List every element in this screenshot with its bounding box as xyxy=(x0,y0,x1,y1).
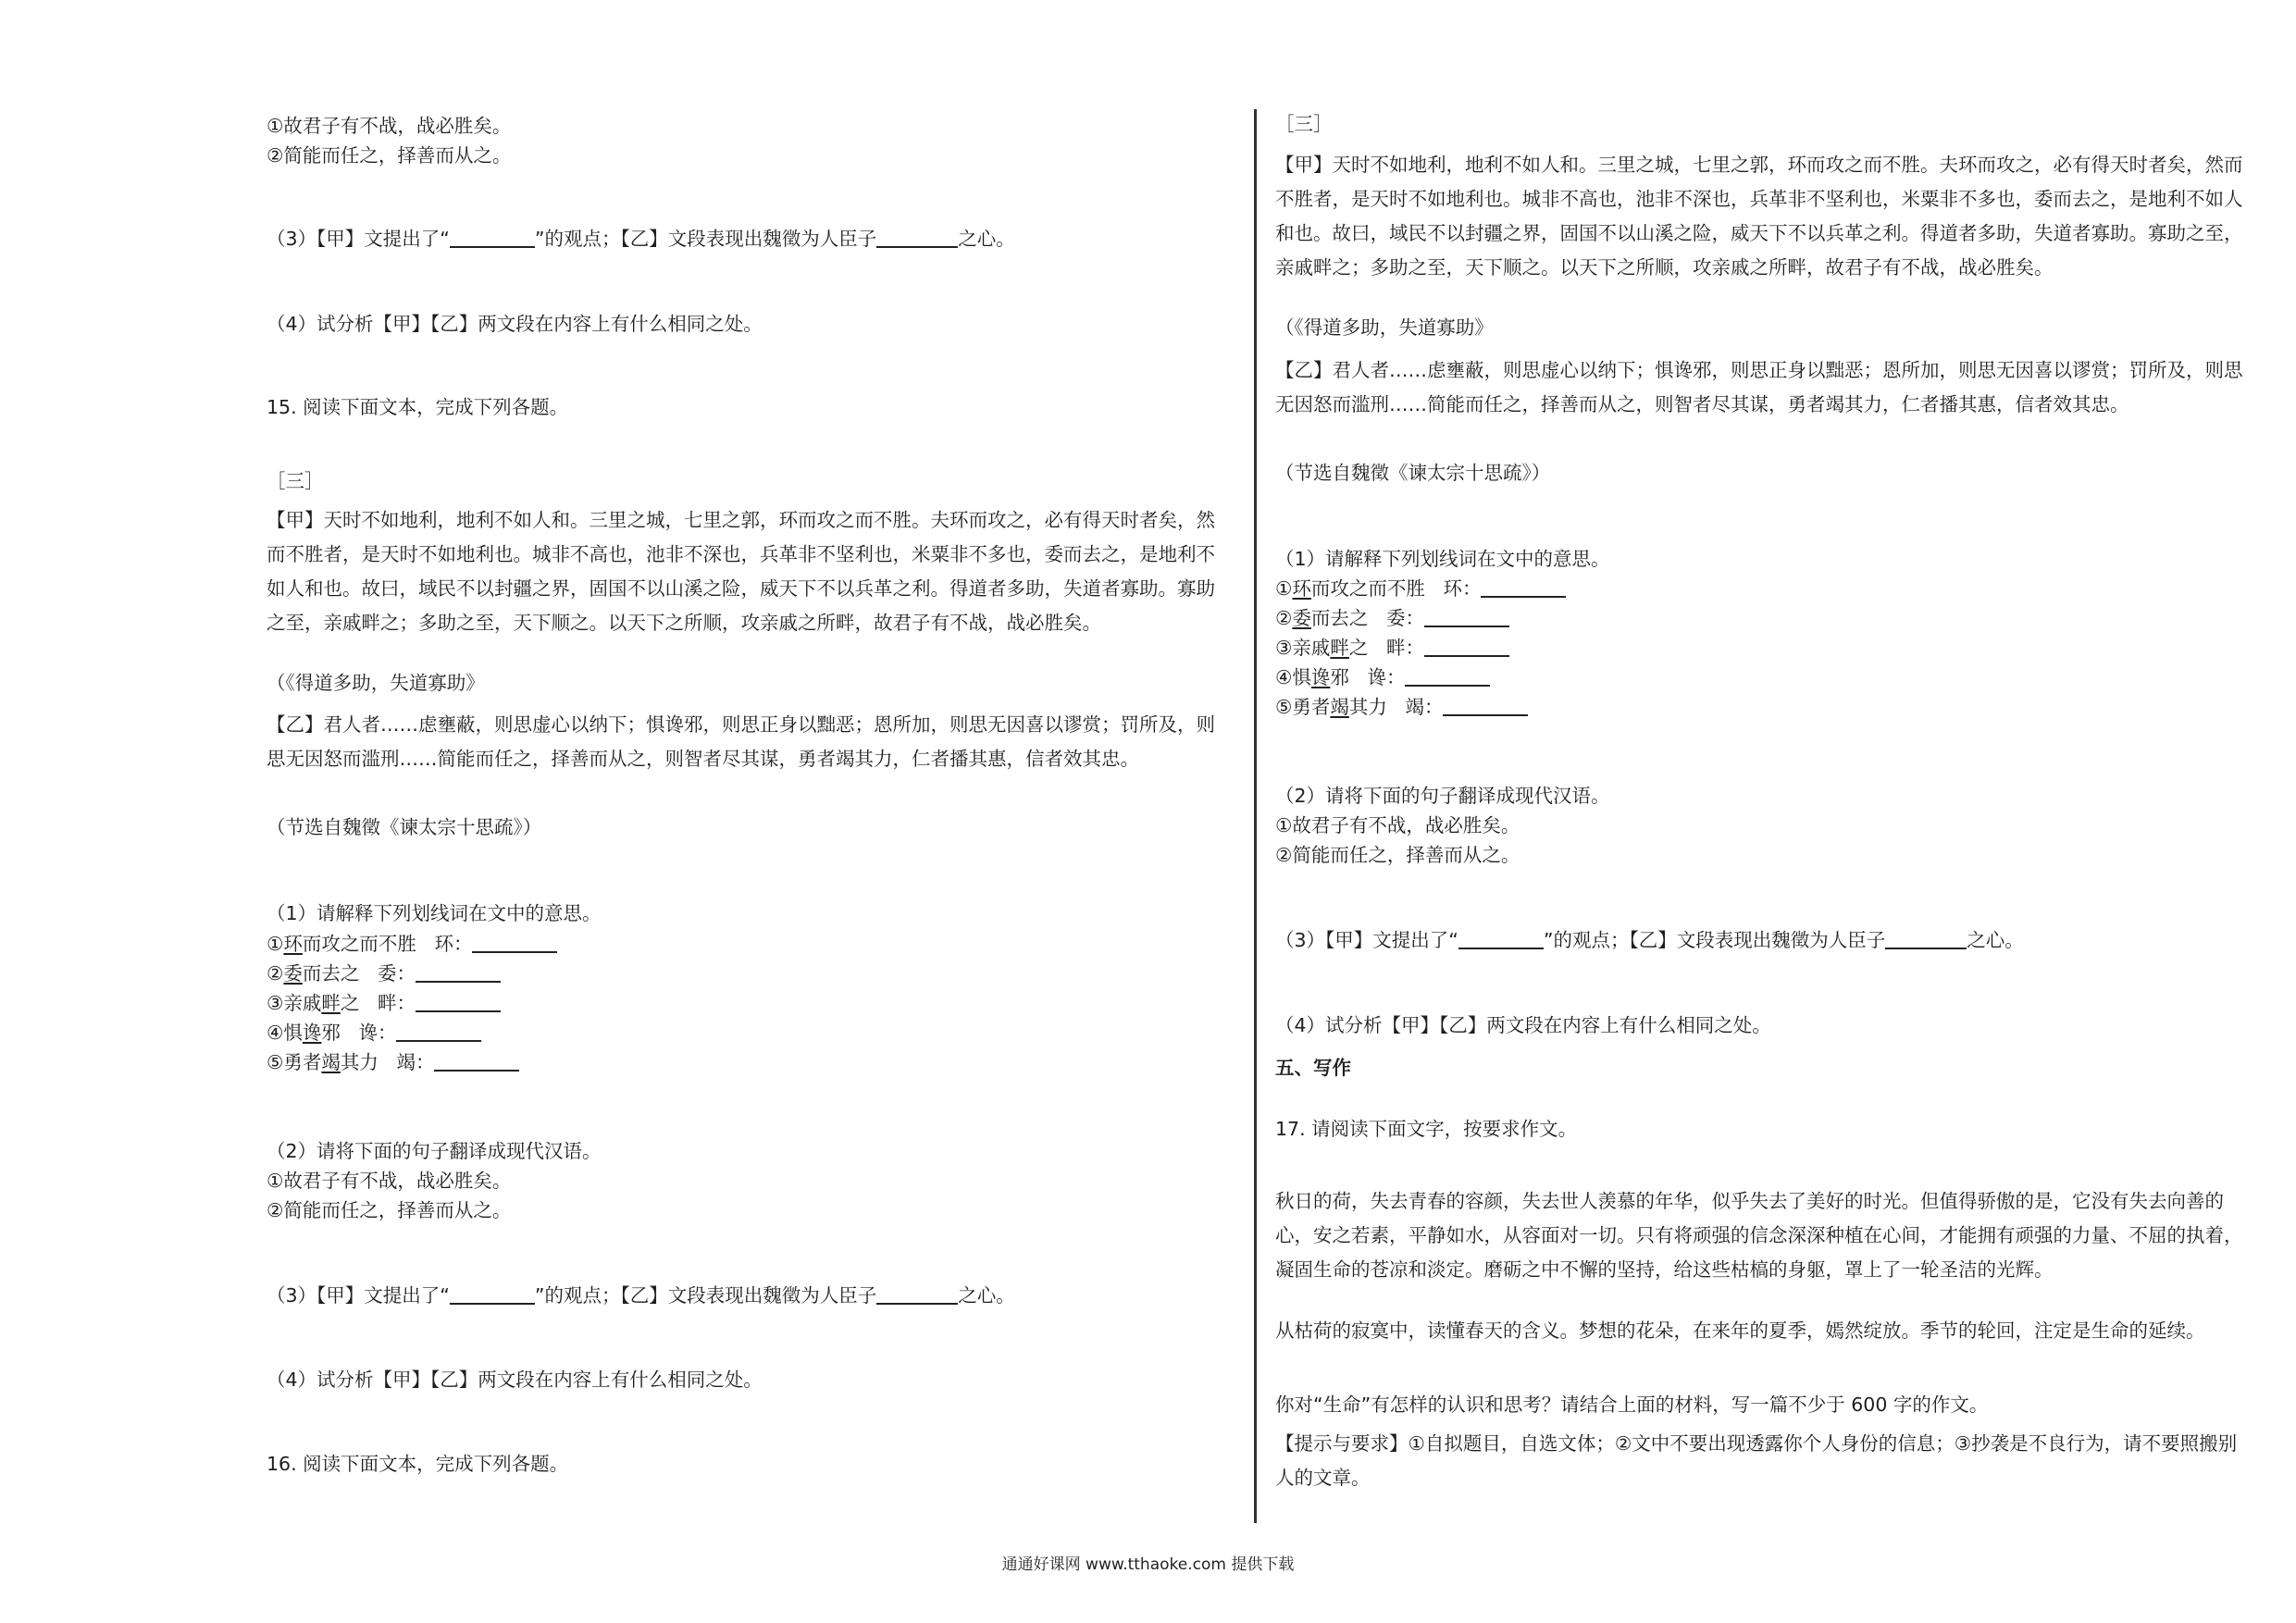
passage-jia-source: （《得道多助，失道寡助》 xyxy=(1275,316,1494,339)
passage-jia: 【甲】天时不如地利，地利不如人和。三里之城，七里之郭，环而攻之而不胜。夫环而攻之，必有得天时者矣，然而不胜者，是天时不如地利也。城非不高也，池非不深也，兵革非不坚利也，米粟非不多也，委而去之，是地利不如人和也。故曰，域民不以封疆之界，固国不以山溪之险，威天下不以兵革之利。得道者多助，失道者寡助。寡助之至，亲戚畔之；多助之至，天下顺之。以天下之所顺，攻亲戚之所畔，故君子有不战，战必胜矣。 xyxy=(267,509,1215,634)
column-divider xyxy=(1254,109,1257,1523)
passage-jia-source: （《得道多助，失道寡助》 xyxy=(267,672,485,694)
left-q3: （3）【甲】文提出了“ ”的观点；【乙】文段表现出魏徵为人臣子 之心。 xyxy=(267,228,1015,250)
answer-blank[interactable] xyxy=(1424,607,1509,627)
passage-yi: 【乙】君人者……虑壅蔽，则思虚心以纳下；惧谗邪，则思正身以黜恶；恩所加，则思无因喜以谬赏；罚所及，则思无因怒而滥刑……简能而任之，择善而从之，则智者尽其谋，勇者竭其力，仁者播其惠，信者效其忠。 xyxy=(1275,359,2243,415)
passage-yi: 【乙】君人者……虑壅蔽，则思虚心以纳下；惧谗邪，则思正身以黜恶；恩所加，则思无因喜以谬赏；罚所及，则思无因怒而滥刑……简能而任之，择善而从之，则智者尽其谋，勇者竭其力，仁者播其惠，信者效其忠。 xyxy=(267,713,1215,770)
question-16: 16. 阅读下面文本，完成下列各题。 xyxy=(267,1453,569,1475)
question-15: 15. 阅读下面文本，完成下列各题。 xyxy=(267,396,569,418)
left-top-line-1: ①故君子有不战，战必胜矣。 xyxy=(267,115,512,137)
vocab-item: ⑤勇者竭其力 竭： xyxy=(1275,694,1528,720)
question-4: （4）试分析【甲】【乙】两文段在内容上有什么相同之处。 xyxy=(1275,1014,1771,1036)
essay-paragraph-2: 从枯荷的寂寞中，读懂春天的含义。梦想的花朵，在来年的夏季，嫣然绽放。季节的轮回，注定是生命的延续。 xyxy=(1275,1319,2205,1342)
vocab-item: ③亲戚畔之 畔： xyxy=(1275,635,1509,661)
answer-blank[interactable] xyxy=(450,228,535,248)
question-4: （4）试分析【甲】【乙】两文段在内容上有什么相同之处。 xyxy=(267,1369,763,1391)
question-2: （2）请将下面的句子翻译成现代汉语。 xyxy=(1275,785,1610,807)
section-heading: ［三］ xyxy=(267,470,324,492)
answer-blank[interactable] xyxy=(1458,929,1544,949)
answer-blank[interactable] xyxy=(1885,929,1967,949)
left-top-line-2: ②简能而任之，择善而从之。 xyxy=(267,144,512,167)
answer-blank[interactable] xyxy=(876,228,958,248)
left-q4: （4）试分析【甲】【乙】两文段在内容上有什么相同之处。 xyxy=(267,313,763,335)
passage-jia: 【甲】天时不如地利，地利不如人和。三里之城，七里之郭，环而攻之而不胜。夫环而攻之，必有得天时者矣，然而不胜者，是天时不如地利也。城非不高也，池非不深也，兵革非不坚利也，米粟非不多也，委而去之，是地利不如人和也。故曰，域民不以封疆之界，固国不以山溪之险，威天下不以兵革之利。得道者多助，失道者寡助。寡助之至，亲戚畔之；多助之至，天下顺之。以天下之所顺，攻亲戚之所畔，故君子有不战，战必胜矣。 xyxy=(1275,154,2243,279)
essay-paragraph-1: 秋日的荷，失去青春的容颜，失去世人羡慕的年华，似乎失去了美好的时光。但值得骄傲的是，它没有失去向善的心，安之若素，平静如水，从容面对一切。只有将顽强的信念深深种植在心间，才能拥有顽强的力量、不屈的执着，凝固生命的苍凉和淡定。磨砺之中不懈的坚持，给这些枯槁的身躯，罩上了一轮圣洁的光辉。 xyxy=(1275,1190,2243,1281)
essay-paragraph-3: 你对“生命”有怎样的认识和思考？请结合上面的材料，写一篇不少于 600 字的作文。 xyxy=(1275,1394,1989,1416)
answer-blank[interactable] xyxy=(1405,666,1490,687)
answer-blank[interactable] xyxy=(396,1022,481,1042)
vocab-item: ⑤勇者竭其力 竭： xyxy=(267,1049,519,1075)
passage-yi-source: （节选自魏徵《谏太宗十思疏》） xyxy=(1275,462,1551,484)
answer-blank[interactable] xyxy=(1424,637,1509,657)
vocab-item: ④惧谗邪 谗： xyxy=(267,1020,481,1046)
question-17: 17. 请阅读下面文字，按要求作文。 xyxy=(1275,1118,1578,1140)
translate-line-2: ②简能而任之，择善而从之。 xyxy=(267,1199,512,1221)
answer-blank[interactable] xyxy=(1481,577,1566,598)
vocab-item: ④惧谗邪 谗： xyxy=(1275,664,1490,690)
section-writing-heading: 五、写作 xyxy=(1275,1057,1351,1079)
answer-blank[interactable] xyxy=(450,1284,535,1305)
question-3: （3）【甲】文提出了“ ”的观点；【乙】文段表现出魏徵为人臣子 之心。 xyxy=(1275,929,2024,951)
answer-blank[interactable] xyxy=(434,1051,519,1072)
essay-paragraph-4: 【提示与要求】①自拟题目，自选文体；②文中不要出现透露你个人身份的信息；③抄袭是不良行为，请不要照搬别人的文章。 xyxy=(1275,1432,2238,1489)
answer-blank[interactable] xyxy=(416,962,501,983)
page-footer: 通通好课网 www.tthaoke.com 提供下载 xyxy=(1001,1555,1295,1574)
answer-blank[interactable] xyxy=(876,1284,958,1305)
answer-blank[interactable] xyxy=(1443,696,1528,716)
question-1: （1）请解释下列划线词在文中的意思。 xyxy=(1275,548,1610,570)
vocab-item: ①环而攻之而不胜 环： xyxy=(1275,576,1566,601)
vocab-item: ③亲戚畔之 畔： xyxy=(267,990,501,1016)
question-1: （1）请解释下列划线词在文中的意思。 xyxy=(267,902,602,924)
answer-blank[interactable] xyxy=(416,992,501,1012)
vocab-item: ②委而去之 委： xyxy=(1275,605,1509,631)
question-3: （3）【甲】文提出了“ ”的观点；【乙】文段表现出魏徵为人臣子 之心。 xyxy=(267,1284,1015,1307)
translate-line-2: ②简能而任之，择善而从之。 xyxy=(1275,844,1520,866)
vocab-item: ②委而去之 委： xyxy=(267,960,501,986)
translate-line-1: ①故君子有不战，战必胜矣。 xyxy=(267,1170,512,1192)
answer-blank[interactable] xyxy=(472,933,557,953)
section-heading: ［三］ xyxy=(1275,113,1333,135)
translate-line-1: ①故君子有不战，战必胜矣。 xyxy=(1275,814,1520,836)
passage-yi-source: （节选自魏徵《谏太宗十思疏》） xyxy=(267,816,542,838)
question-2: （2）请将下面的句子翻译成现代汉语。 xyxy=(267,1140,602,1162)
vocab-item: ①环而攻之而不胜 环： xyxy=(267,931,557,957)
